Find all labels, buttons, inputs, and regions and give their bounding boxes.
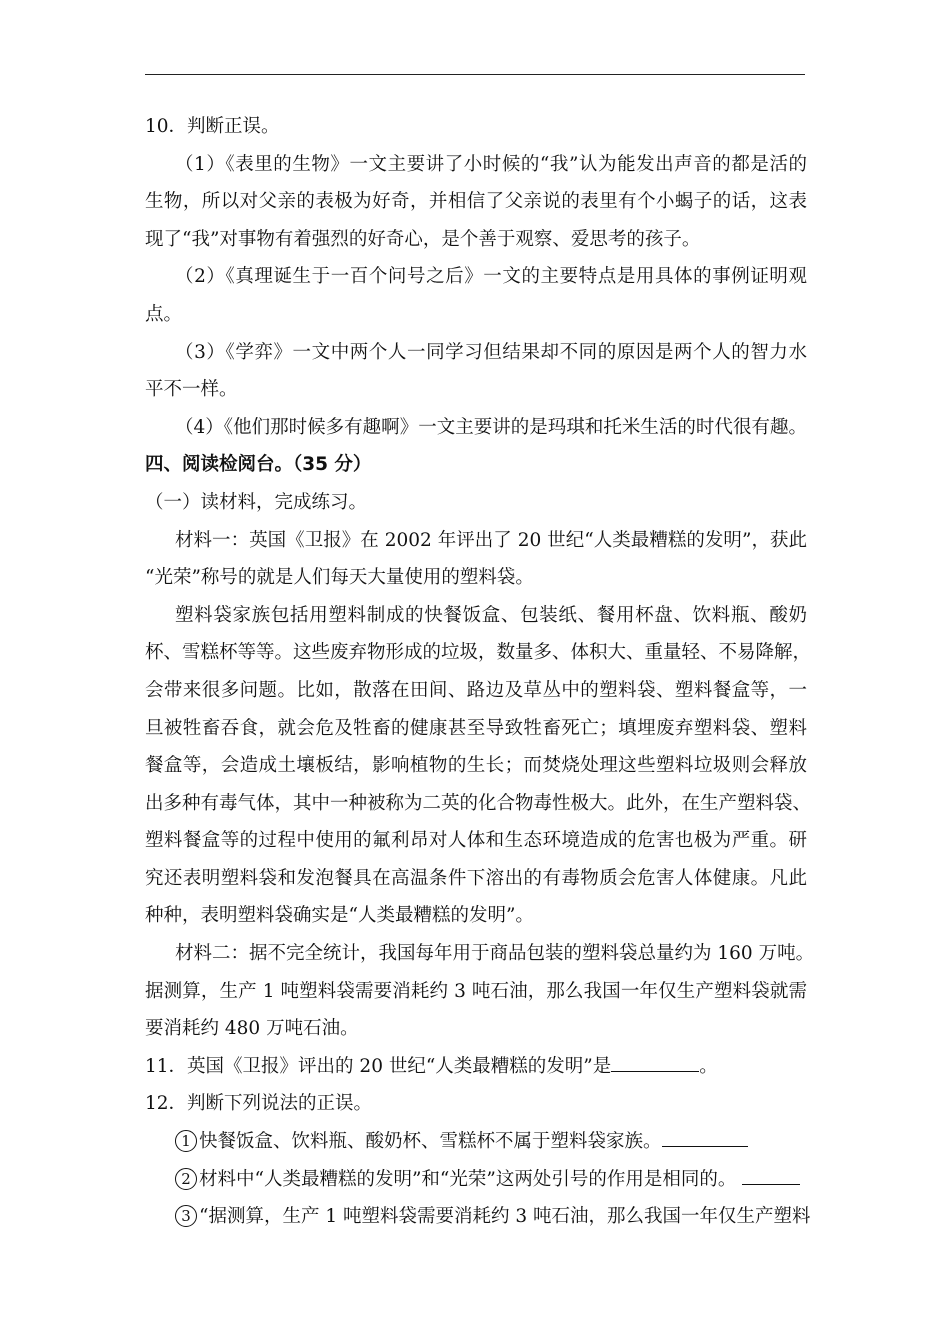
header-rule — [145, 74, 805, 75]
section4-sub1: （一）读材料，完成练习。 — [145, 491, 368, 513]
material2-line1: 材料二：据不完全统计，我国每年用于商品包装的塑料袋总量约为 160 万吨。 — [175, 943, 815, 965]
q10-item2-line2: 点。 — [145, 303, 183, 325]
q10-title: 10．判断正误。 — [145, 116, 280, 137]
circled-number-3: 3 — [175, 1205, 197, 1227]
q11-end: 。 — [699, 1055, 718, 1077]
document-page — [145, 108, 815, 1236]
para2-line6: 出多种有毒气体，其中一种被称为二英的化合物毒性极大。此外，在生产塑料袋、 — [145, 792, 812, 814]
q10-item3-line2: 平不一样。 — [145, 379, 238, 401]
q10-item3-line1: （3）《学弈》一文中两个人一同学习但结果却不同的原因是两个人的智力水 — [175, 341, 807, 363]
material1-line1: 材料一：英国《卫报》在 2002 年评出了 20 世纪“人类最糟糕的发明”，获此 — [175, 529, 807, 551]
q12-statement-2 — [145, 1161, 807, 1199]
q10-item4-line1: （4）《他们那时候多有趣啊》一文主要讲的是玛琪和托米生活的时代很有趣。 — [175, 416, 807, 438]
material1-line2: “光荣”称号的就是人们每天大量使用的塑料袋。 — [145, 567, 534, 589]
para2-line2: 杯、雪糕杯等等。这些废弃物形成的垃圾，数量多、体积大、重量轻、不易降解， — [145, 642, 812, 664]
section4-heading: 四、阅读检阅台。（35 分） — [145, 454, 372, 476]
q10-item1-line2: 生物，所以对父亲的表极为好奇，并相信了父亲说的表里有个小蝎子的话，这表 — [145, 191, 807, 213]
material2-line3: 要消耗约 480 万吨石油。 — [145, 1018, 359, 1040]
q11-text: 11．英国《卫报》评出的 20 世纪“人类最糟糕的发明”是 — [145, 1055, 612, 1077]
q12-statement-1-text: 快餐饭盒、饮料瓶、酸奶杯、雪糕杯不属于塑料袋家族。 — [199, 1131, 662, 1153]
q12-statement-1 — [145, 1123, 807, 1161]
q12-statement-3-text: “据测算，生产 1 吨塑料袋需要消耗约 3 吨石油，那么我国一年仅生产塑料 — [199, 1206, 811, 1228]
para2-line5: 餐盒等，会造成土壤板结，影响植物的生长；而焚烧处理这些塑料垃圾则会释放 — [145, 755, 807, 777]
circled-number-2: 2 — [175, 1168, 197, 1190]
para2-line3: 会带来很多问题。比如，散落在田间、路边及草丛中的塑料袋、塑料餐盒等，一 — [145, 679, 807, 701]
q12-statement-2-text: 材料中“人类最糟糕的发明”和“光荣”这两处引号的作用是相同的。 — [199, 1168, 737, 1190]
q10-item2-line1: （2）《真理诞生于一百个问号之后》一文的主要特点是用具体的事例证明观 — [175, 266, 807, 288]
para2-line1: 塑料袋家族包括用塑料制成的快餐饭盒、包装纸、餐用杯盘、饮料瓶、酸奶 — [175, 604, 807, 626]
para2-line9: 种种，表明塑料袋确实是“人类最糟糕的发明”。 — [145, 905, 534, 927]
para2-line4: 旦被牲畜吞食，就会危及牲畜的健康甚至导致牲畜死亡；填埋废弃塑料袋、塑料 — [145, 717, 807, 739]
q12-answer-blank-1[interactable] — [662, 1124, 748, 1147]
q10-item1-line1: （1）《表里的生物》一文主要讲了小时候的“我”认为能发出声音的都是活的 — [175, 153, 807, 175]
q12-title: 12．判断下列说法的正误。 — [145, 1093, 373, 1115]
q12-statement-3 — [145, 1198, 811, 1236]
q11-answer-blank[interactable] — [611, 1049, 699, 1072]
circled-number-1: 1 — [175, 1130, 197, 1152]
q10-item1-line3: 现了“我”对事物有着强烈的好奇心，是个善于观察、爱思考的孩子。 — [145, 228, 701, 250]
q12-answer-blank-2[interactable] — [742, 1162, 800, 1185]
material2-line2: 据测算，生产 1 吨塑料袋需要消耗约 3 吨石油，那么我国一年仅生产塑料袋就需 — [145, 980, 807, 1002]
q11-line — [145, 1048, 807, 1086]
para2-line8: 究还表明塑料袋和发泡餐具在高温条件下溶出的有毒物质会危害人体健康。凡此 — [145, 867, 807, 889]
para2-line7: 塑料餐盒等的过程中使用的氟利昂对人体和生态环境造成的危害也极为严重。研 — [145, 830, 807, 852]
